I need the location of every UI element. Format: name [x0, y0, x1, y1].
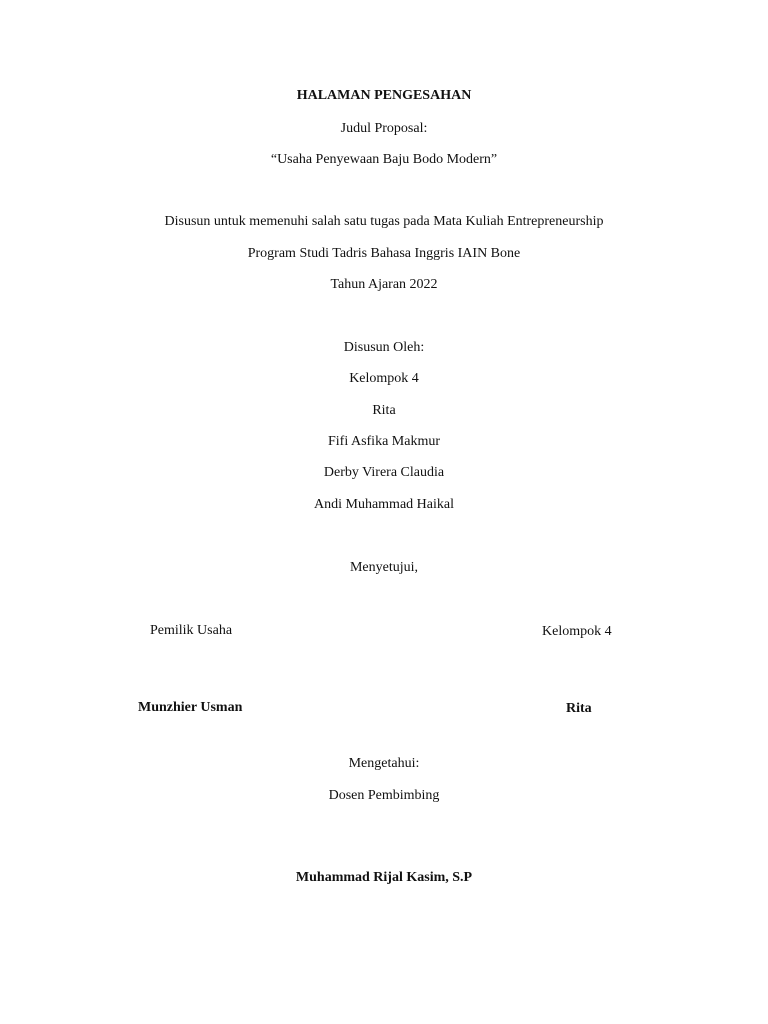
proposal-label: Judul Proposal: [340, 121, 428, 136]
page-title: HALAMAN PENGESAHAN [296, 88, 472, 103]
purpose-line-1: Disusun untuk memenuhi salah satu tugas pada Mata Kuliah Entrepreneurship [164, 214, 604, 229]
author-member: Fifi Asfika Makmur [328, 434, 440, 449]
author-member: Andi Muhammad Haikal [314, 497, 454, 512]
approval-label: Menyetujui, [349, 560, 419, 575]
approver-left-role: Pemilik Usaha [150, 623, 233, 638]
authors-group: Kelompok 4 [349, 371, 419, 386]
purpose-line-2: Program Studi Tadris Bahasa Inggris IAIN Bone [247, 246, 521, 261]
approver-left-name: Munzhier Usman [138, 700, 243, 715]
purpose-line-3: Tahun Ajaran 2022 [330, 277, 438, 292]
acknowledgement-name: Muhammad Rijal Kasim, S.P [295, 870, 473, 885]
author-member: Rita [372, 403, 396, 418]
approver-right-name: Rita [566, 701, 592, 716]
approver-right-role: Kelompok 4 [542, 624, 612, 639]
proposal-title: “Usaha Penyewaan Baju Bodo Modern” [270, 152, 498, 167]
acknowledgement-role: Dosen Pembimbing [328, 788, 440, 803]
acknowledgement-label: Mengetahui: [348, 756, 420, 771]
authors-label: Disusun Oleh: [343, 340, 425, 355]
author-member: Derby Virera Claudia [323, 465, 445, 480]
